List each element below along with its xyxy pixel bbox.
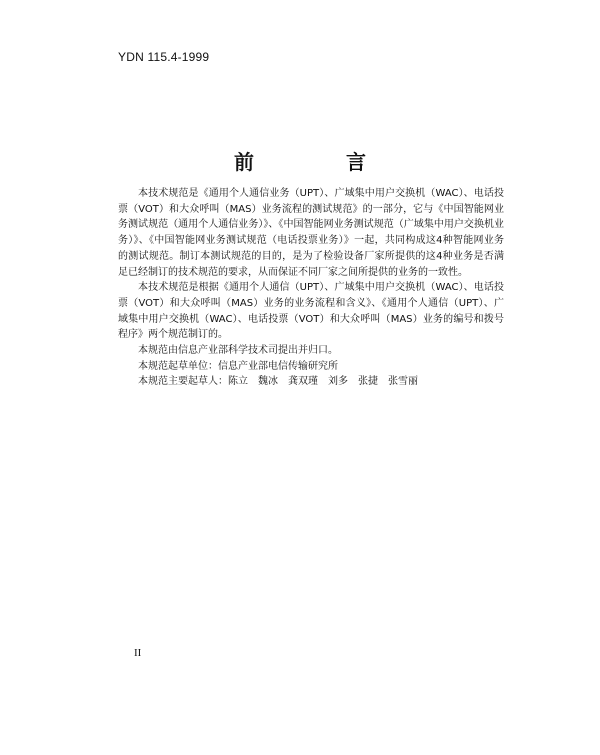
- paragraph-proposer: 本规范由信息产业部科学技术司提出并归口。: [138, 345, 338, 357]
- page-title: 前 言: [234, 150, 402, 174]
- page-number: II: [134, 647, 142, 659]
- document-id: YDN 115.4-1999: [118, 50, 210, 64]
- paragraph-drafters: 本规范主要起草人：陈立 魏冰 龚双瑾 刘多 张捷 张雪丽: [138, 376, 418, 388]
- paragraph-basis: 本技术规范是根据《通用个人通信（UPT）、广域集中用户交换机（WAC）、电话投票（VOT）和大众呼叫（MAS）业务的业务流程和含义》、《通用个人通信（UPT）、广域集中用户交换机（WAC）、电话投票（VOT）和大众呼叫（MAS）业务的编号和拨号程序》两个规范制订的。: [118, 282, 504, 341]
- paragraph-drafting-unit: 本规范起草单位：信息产业部电信传输研究所: [138, 360, 338, 372]
- foreword-body: [118, 186, 504, 390]
- paragraph-purpose: 本技术规范是《通用个人通信业务（UPT）、广域集中用户交换机（WAC）、电话投票（VOT）和大众呼叫（MAS）业务流程的测试规范》的一部分，它与《中国智能网业务测试规范（通用个人通信业务）》、《中国智能网业务测试规范（广域集中用户交换机业务）》、《中国智能网业务测试规范（电话投票业务）》一起，共同构成这4种智能网业务的测试规范。制订本测试规范的目的，是为了检验设备厂家所提供的这4种业务是否满足已经制订的技术规范的要求，从而保证不同厂家之间所提供的业务的一致性。: [118, 188, 504, 278]
